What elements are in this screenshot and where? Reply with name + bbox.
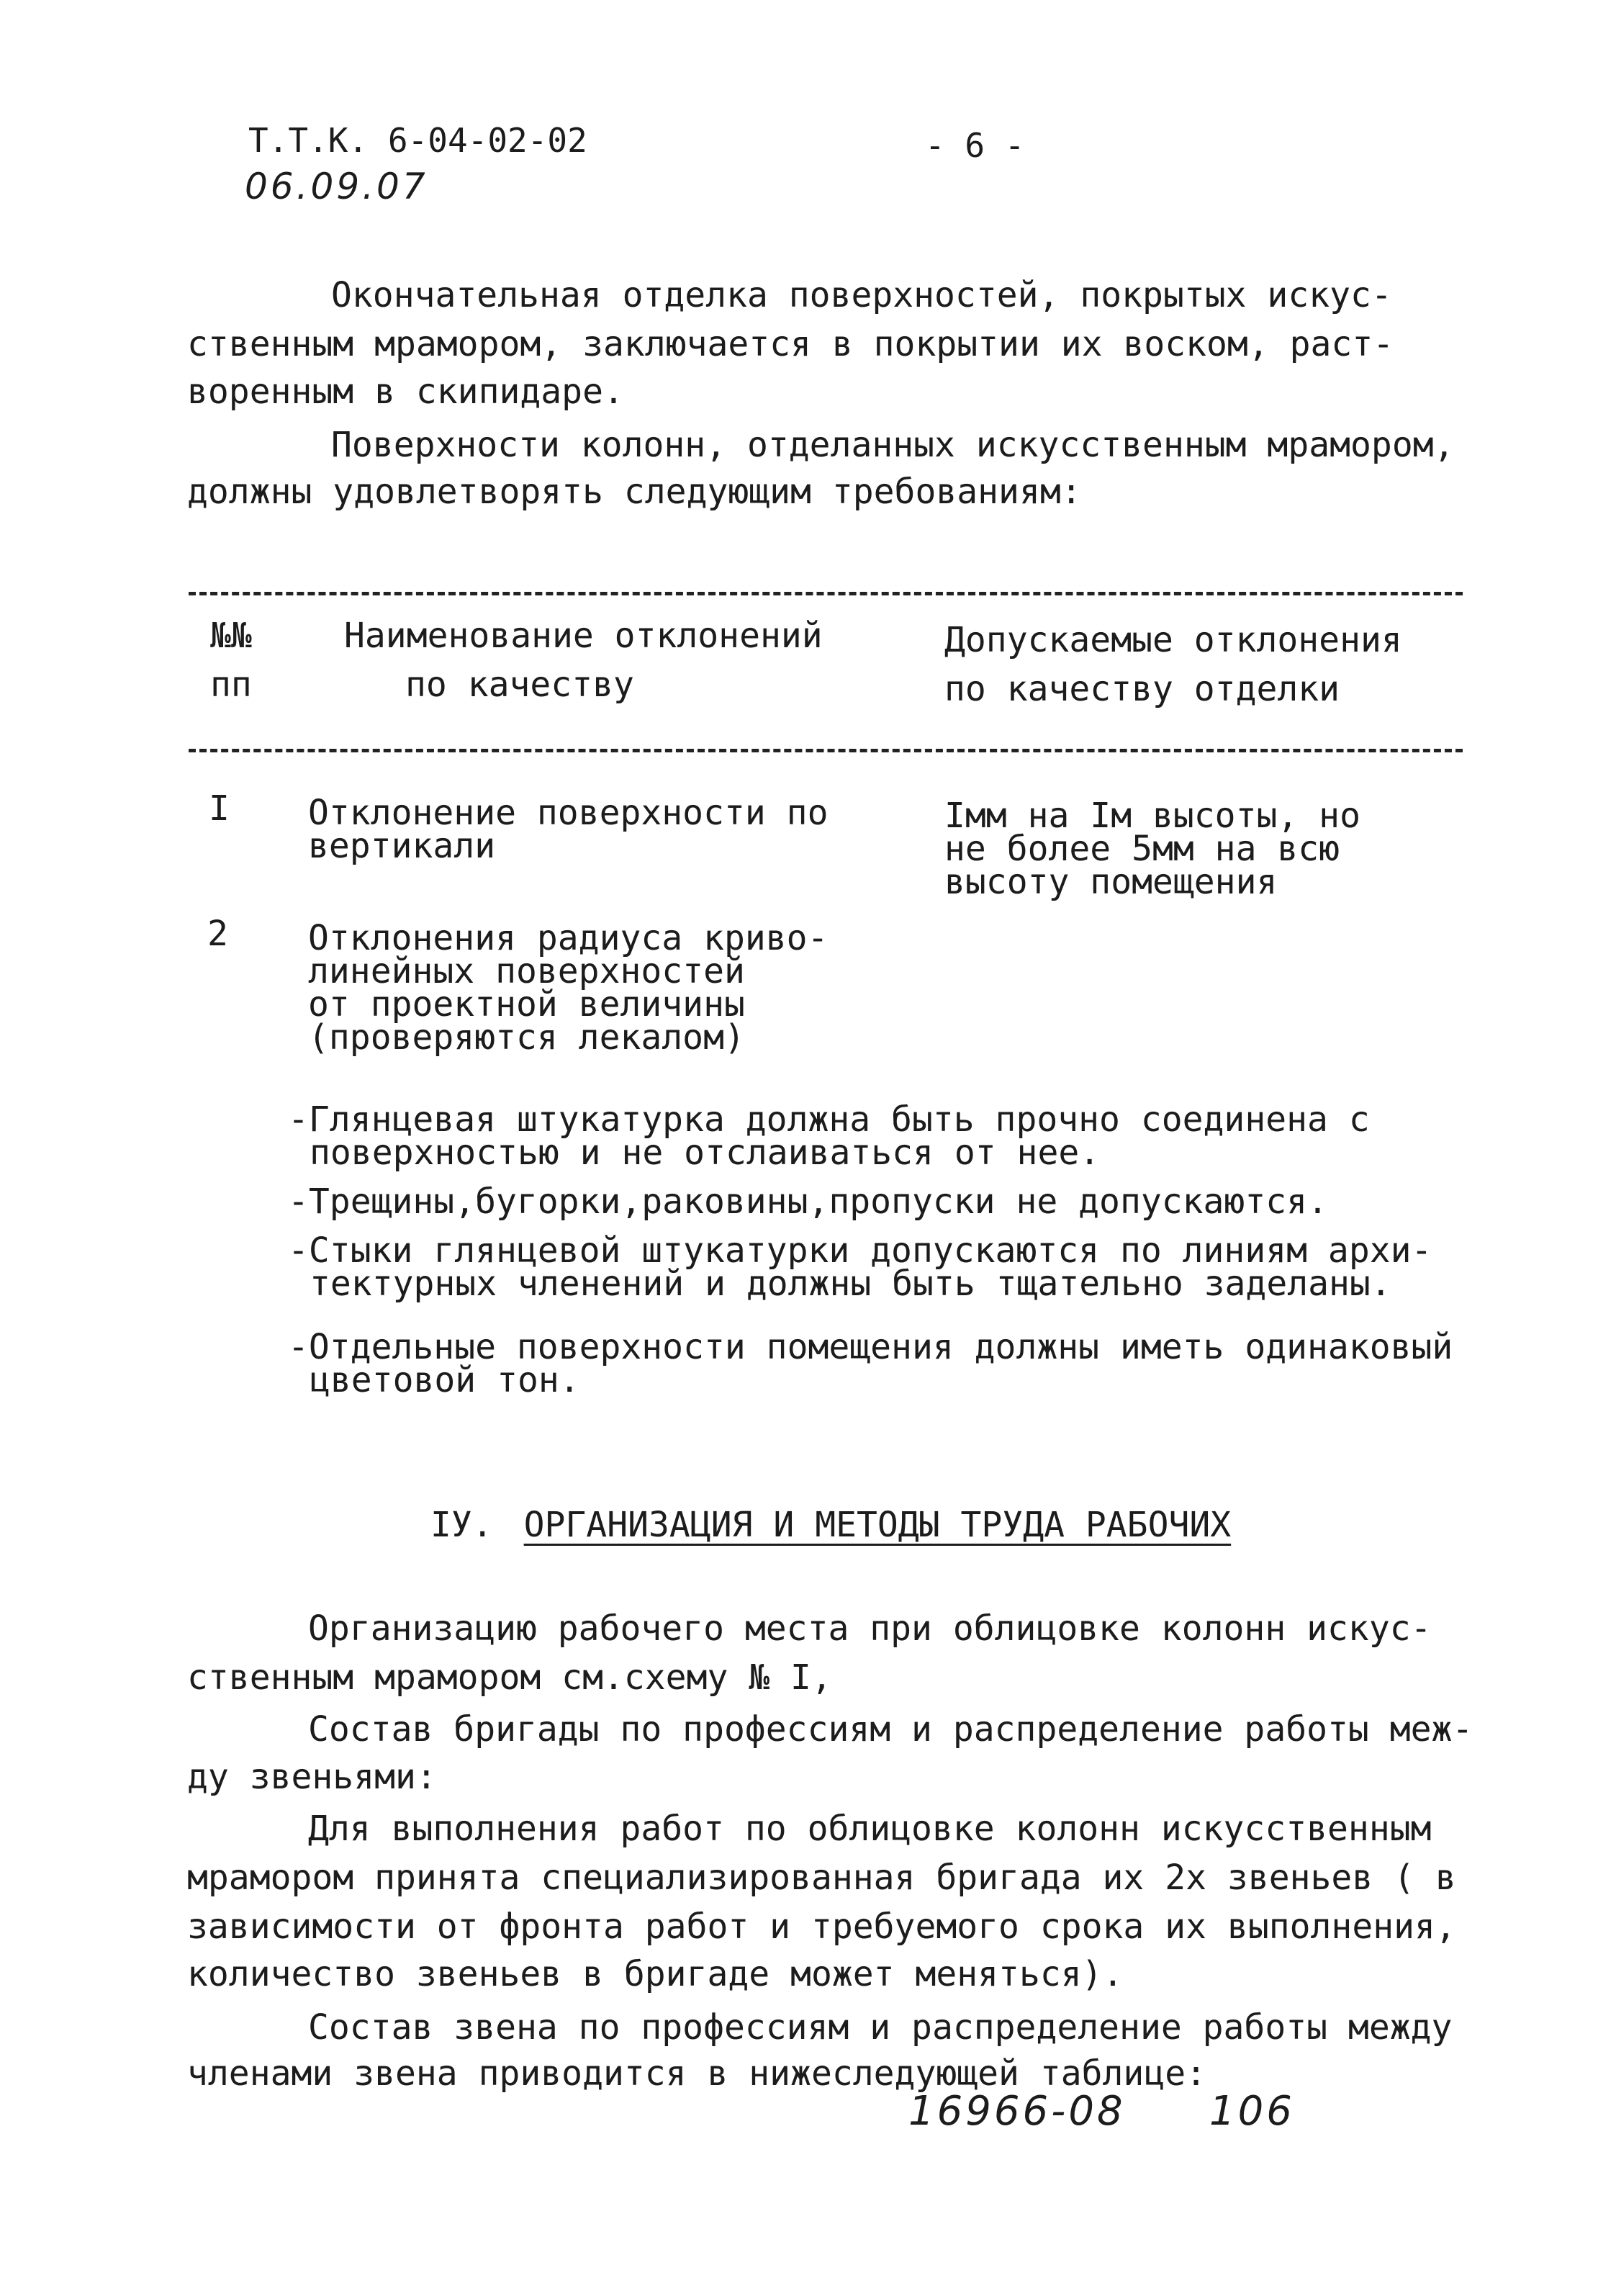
table-row2-name: Отклонения радиуса криво- линейных поверхностей от проектной величины (проверяются лекалом) bbox=[308, 918, 829, 1058]
page-number: - 6 - bbox=[925, 126, 1025, 165]
table-header-allowed-deviation: Допускаемые отклонения по качеству отделки bbox=[944, 620, 1402, 709]
body-p3-line3: зависимости от фронта работ и требуемого срока их выполнения, bbox=[187, 1906, 1456, 1947]
body-p3-line4: количество звеньев в бригаде может меняться). bbox=[187, 1954, 1124, 1994]
body-p3-line2: мрамором принята специализированная бригада их 2х звеньев ( в bbox=[187, 1858, 1456, 1898]
body-p4-line2: членами звена приводится в нижеследующей таблице: bbox=[187, 2053, 1207, 2094]
requirement-item: -Трещины,бугорки,раковины,пропуски не допускаются. bbox=[288, 1181, 1328, 1222]
table-header-number: №№ пп bbox=[210, 616, 252, 705]
table-row2-number: 2 bbox=[207, 914, 228, 954]
document-code: Т.Т.К. 6-04-02-02 bbox=[248, 121, 587, 160]
body-p1-line2: ственным мрамором см.схему № I, bbox=[187, 1657, 832, 1698]
handwritten-date: 06.09.07 bbox=[245, 166, 428, 207]
intro-p1-line3: воренным в скипидаре. bbox=[187, 372, 624, 412]
table-header-rule bbox=[189, 749, 1463, 752]
table-row1-allowed: Iмм на Iм высоты, но не более 5мм на всю высоту помещения bbox=[944, 796, 1360, 902]
section-title: ОРГАНИЗАЦИЯ И МЕТОДЫ ТРУДА РАБОЧИХ bbox=[523, 1505, 1232, 1545]
requirement-item: -Отдельные поверхности помещения должны иметь одинаковый цветовой тон. bbox=[288, 1327, 1453, 1400]
body-p1-line1: Организацию рабочего места при облицовке колонн искус- bbox=[308, 1608, 1432, 1649]
handwritten-page-number: 106 bbox=[1209, 2088, 1295, 2135]
body-p4-line1: Состав звена по профессиям и распределение работы между bbox=[308, 2007, 1453, 2048]
body-p3-line1: Для выполнения работ по облицовке колонн искусственным bbox=[308, 1809, 1432, 1849]
table-row1-number: I bbox=[209, 788, 230, 829]
section-heading bbox=[430, 1505, 1231, 1545]
table-header-deviation-name: Наименование отклонений по качеству bbox=[344, 616, 823, 705]
intro-p1-line2: ственным мрамором, заключается в покрытии их воском, раст- bbox=[187, 324, 1394, 364]
body-p2-line2: ду звеньями: bbox=[187, 1757, 437, 1797]
intro-p1-line1: Окончательная отделка поверхностей, покрытых искус- bbox=[331, 275, 1392, 315]
requirement-item: -Глянцевая штукатурка должна быть прочно соединена с поверхностью и не отслаиваться от нее. bbox=[288, 1099, 1370, 1173]
intro-p2-line1: Поверхности колонн, отделанных искусственным мрамором, bbox=[331, 425, 1455, 465]
requirement-item: -Стыки глянцевой штукатурки допускаются по линиям архи- тектурных членений и должны быть тщательно заделаны. bbox=[288, 1230, 1432, 1304]
body-p2-line1: Состав бригады по профессиям и распределение работы меж- bbox=[308, 1709, 1473, 1750]
intro-p2-line2: должны удовлетворять следующим требованиям: bbox=[187, 472, 1082, 512]
table-row1-name: Отклонение поверхности по вертикали bbox=[308, 793, 829, 866]
table-top-rule bbox=[189, 592, 1463, 595]
section-number: IУ. bbox=[430, 1505, 493, 1545]
handwritten-document-code: 16966-08 bbox=[908, 2088, 1126, 2135]
